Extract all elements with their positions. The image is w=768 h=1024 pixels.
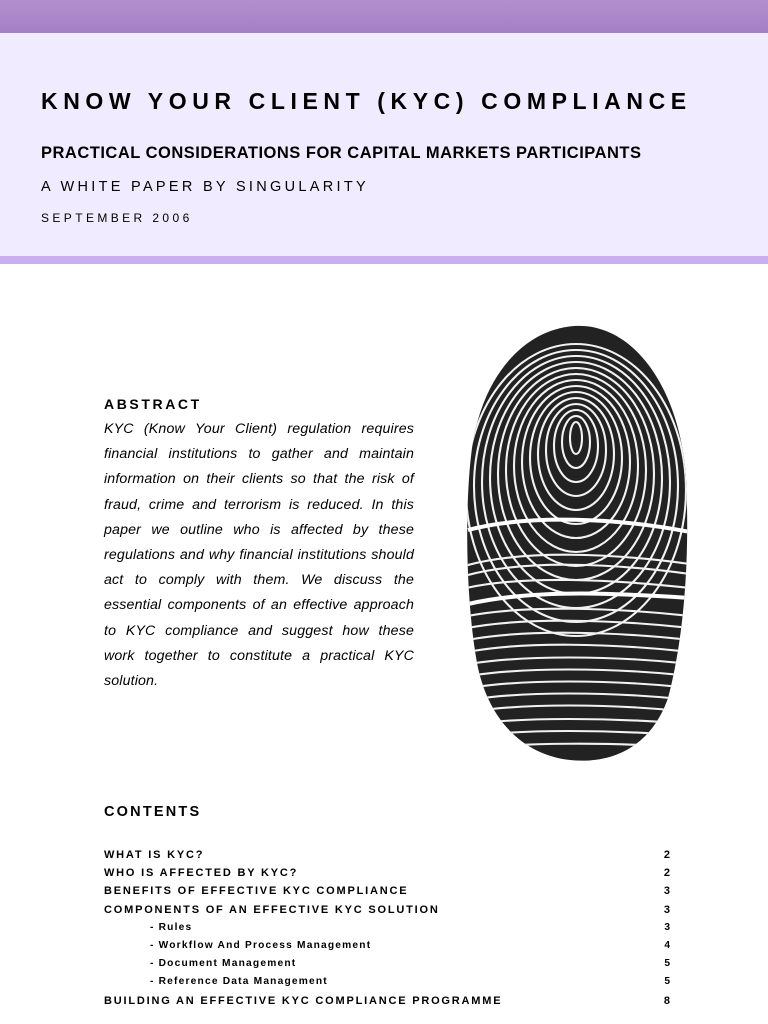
toc-page-number: 4 [664,939,670,951]
abstract-body: KYC (Know Your Client) regulation requires financial institutions to gather and maintain information on their clients so that the risk of fraud, crime and terrorism is reduced. In this paper we outline who is affected by these regulations and why financial institutions should act to comply with them. We discuss the essential components of an effective approach to KYC compliance and suggest how these work together to constitute a practical KYC solution. [104,421,414,690]
fingerprint-image [458,318,690,770]
toc-entry[interactable] [104,901,670,919]
toc-entry-label: - Document Management [150,958,297,970]
toc-entry-label: BUILDING AN EFFECTIVE KYC COMPLIANCE PROGRAMME [104,994,503,1007]
toc-entry[interactable] [104,882,670,900]
top-accent-bar [0,0,768,33]
contents-heading: CONTENTS [104,804,202,820]
toc-page-number: 8 [663,994,670,1007]
toc-entry-label: WHAT IS KYC? [104,849,205,861]
publication-date: SEPTEMBER 2006 [41,211,193,225]
abstract-heading: ABSTRACT [104,396,202,412]
header-divider [0,256,768,264]
toc-entry-label: WHO IS AFFECTED BY KYC? [104,867,299,880]
toc-entry[interactable] [104,973,670,991]
toc-entry-label: COMPONENTS OF AN EFFECTIVE KYC SOLUTION [104,903,440,916]
toc-page-number: 5 [664,976,670,988]
document-title: KNOW YOUR CLIENT (KYC) COMPLIANCE [41,88,692,114]
table-of-contents [104,846,670,1010]
toc-page-number: 3 [663,885,670,898]
toc-entry-label: - Workflow And Process Management [150,939,372,951]
toc-entry[interactable] [104,846,670,864]
toc-page-number: 3 [663,903,670,916]
byline: A WHITE PAPER BY SINGULARITY [41,179,369,195]
toc-entry[interactable] [104,937,670,955]
toc-entry[interactable] [104,864,670,882]
toc-page-number: 2 [663,867,670,880]
toc-page-number: 3 [664,921,670,933]
toc-page-number: 2 [663,849,670,861]
toc-entry-label: - Rules [150,921,193,933]
toc-entry[interactable] [104,955,670,973]
document-subtitle: PRACTICAL CONSIDERATIONS FOR CAPITAL MARKETS PARTICIPANTS [41,144,642,162]
toc-entry[interactable] [104,992,670,1010]
toc-page-number: 5 [664,958,670,970]
toc-entry-label: BENEFITS OF EFFECTIVE KYC COMPLIANCE [104,885,409,898]
toc-entry[interactable] [104,919,670,937]
toc-entry-label: - Reference Data Management [150,976,328,988]
